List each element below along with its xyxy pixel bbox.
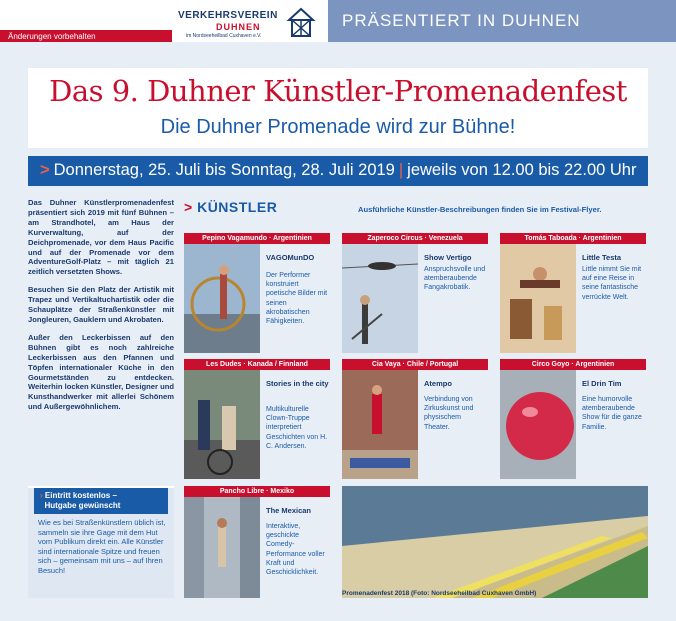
logo-line3: im Nordseeheilbad Cuxhaven e.V. <box>186 33 262 39</box>
artist-caption: Tomás Taboada · Argentinien <box>500 233 646 244</box>
artist-tile <box>500 359 646 479</box>
intro-paragraph: Das Duhner Künstlerpromenadenfest präsentiert sich 2019 mit fünf Bühnen – am Strandhotel, am Haus der Kurverwaltung, auf der Deichpromenade, vor dem Haus Pacific und auf der Promenade vor dem AdventureGolf-Platz – mit täglich 21 zeitlich versetzten Shows. <box>28 198 174 277</box>
artist-caption: Les Dudes · Kanada / Finnland <box>184 359 330 370</box>
artist-description: Anspruchsvolle und atemberaubende Fangakrobatik. <box>424 266 486 292</box>
artist-caption: Circo Goyo · Argentinien <box>500 359 646 370</box>
header-presented-bar <box>328 0 676 42</box>
presented-text: PRÄSENTIERT IN DUHNEN <box>342 11 581 30</box>
artist-tile <box>184 359 330 479</box>
artist-show-name: Little Testa <box>582 253 622 262</box>
free-entry-line2: Hutgabe gewünscht <box>44 501 121 510</box>
free-entry-box <box>28 486 174 598</box>
artist-photo <box>500 244 576 353</box>
artist-description: Der Performer konstruiert poetische Bilder mit seinen akrobatischen Fähigkeiten. <box>266 272 328 326</box>
artist-photo <box>184 244 260 353</box>
header-left <box>0 0 172 42</box>
artist-show-name: El Drin Tim <box>582 379 622 388</box>
opening-hours: jeweils von 12.00 bis 22.00 Uhr <box>407 161 637 179</box>
artist-photo <box>342 244 418 353</box>
verkehrsverein-logo <box>178 4 318 40</box>
artist-caption: Pepino Vagamundo · Argentinien <box>184 233 330 244</box>
header <box>0 0 676 42</box>
date-bar <box>28 156 648 186</box>
artist-show-name: Atempo <box>424 379 452 388</box>
intro-paragraph: Außer den Leckerbissen auf den Bühnen gibt es noch zahlreiche Leckerbissen aus den Pfannen und Töpfen internationaler Küche in den Gourmetständen zu entdecken. Weiterhin locken Künstler, Designer und Kunsthandwerker mit allerlei Schönem und Außergewöhnlichem. <box>28 332 174 412</box>
artist-description: Little nimmt Sie mit auf eine Reise in seine fantastische verrückte Welt. <box>582 266 642 301</box>
artist-description: Eine humorvolle atemberaubende Show für die ganze Familie. <box>582 396 642 431</box>
intro-text <box>28 198 174 420</box>
artist-tile <box>184 486 330 598</box>
artists-heading-text: KÜNSTLER <box>197 199 278 215</box>
artist-tile <box>342 359 488 479</box>
page-title: Das 9. Duhner Künstler-Promenadenfest <box>49 74 627 108</box>
house-logo-icon <box>286 6 316 38</box>
artist-tile <box>342 233 488 353</box>
arrow-icon: › <box>40 491 45 500</box>
more-info-note: Ausführliche Künstler-Beschreibungen finden Sie im Festival-Flyer. <box>358 205 602 214</box>
date-range: Donnerstag, 25. Juli bis Sonntag, 28. Juli 2019 <box>53 161 395 179</box>
free-entry-line1: Eintritt kostenlos – <box>44 491 117 500</box>
free-entry-heading <box>34 488 168 514</box>
artist-caption: Pancho Libre · Mexiko <box>184 486 330 497</box>
artist-photo <box>500 370 576 479</box>
arrow-icon: > <box>184 199 198 215</box>
artist-description: Interaktive, geschickte Comedy-Performance voller Kraft und Geschicklichkeit. <box>266 523 325 577</box>
logo-line2: DUHNEN <box>216 22 261 32</box>
artist-photo <box>184 370 260 479</box>
artist-show-name: Stories in the city <box>266 379 329 388</box>
artist-show-name: Show Vertigo <box>424 253 472 262</box>
artist-tile <box>500 233 646 353</box>
artist-show-name: The Mexican <box>266 506 312 515</box>
intro-paragraph: Besuchen Sie den Platz der Artistik mit Trapez und Vertikaltuchartistik oder die Schauplätze der Straßenkünstler mit Jongleuren, Gauklern und Akrobaten. <box>28 285 174 324</box>
artist-description: Verbindung von Zirkuskunst und physischem Theater. <box>424 396 474 431</box>
photo-caption: Promenadenfest 2018 (Foto: Nordseeheilbad Cuxhaven GmbH) <box>342 590 537 597</box>
artist-show-name: VAGOMunDO <box>266 253 315 262</box>
title-card <box>28 68 648 148</box>
artist-caption: Cia Vaya · Chile / Portugal <box>342 359 488 370</box>
free-entry-body: Wie es bei Straßenkünstlern üblich ist, sammeln sie ihre Gage mit dem Hut vom Publikum direkt ein. Alle Künstler sind internationale Spitze und freuen sich – gemeinsam mit uns – auf Ihren Besuch! <box>38 518 166 575</box>
header-note: Änderungen vorbehalten <box>8 32 96 41</box>
festival-beach-photo <box>342 486 648 598</box>
artists-heading <box>184 199 277 215</box>
arrow-icon: > <box>40 161 50 179</box>
artist-photo <box>184 497 260 598</box>
artist-caption: Zaperoco Circus · Venezuela <box>342 233 488 244</box>
separator-icon: | <box>398 161 404 179</box>
logo-line1: VERKEHRSVEREIN <box>178 10 278 21</box>
artist-photo <box>342 370 418 479</box>
artist-description: Multikulturelle Clown-Truppe interpretiert Geschichten von H. C. Andersen. <box>266 406 328 450</box>
page-subtitle: Die Duhner Promenade wird zur Bühne! <box>160 116 516 138</box>
artist-tile <box>184 233 330 353</box>
